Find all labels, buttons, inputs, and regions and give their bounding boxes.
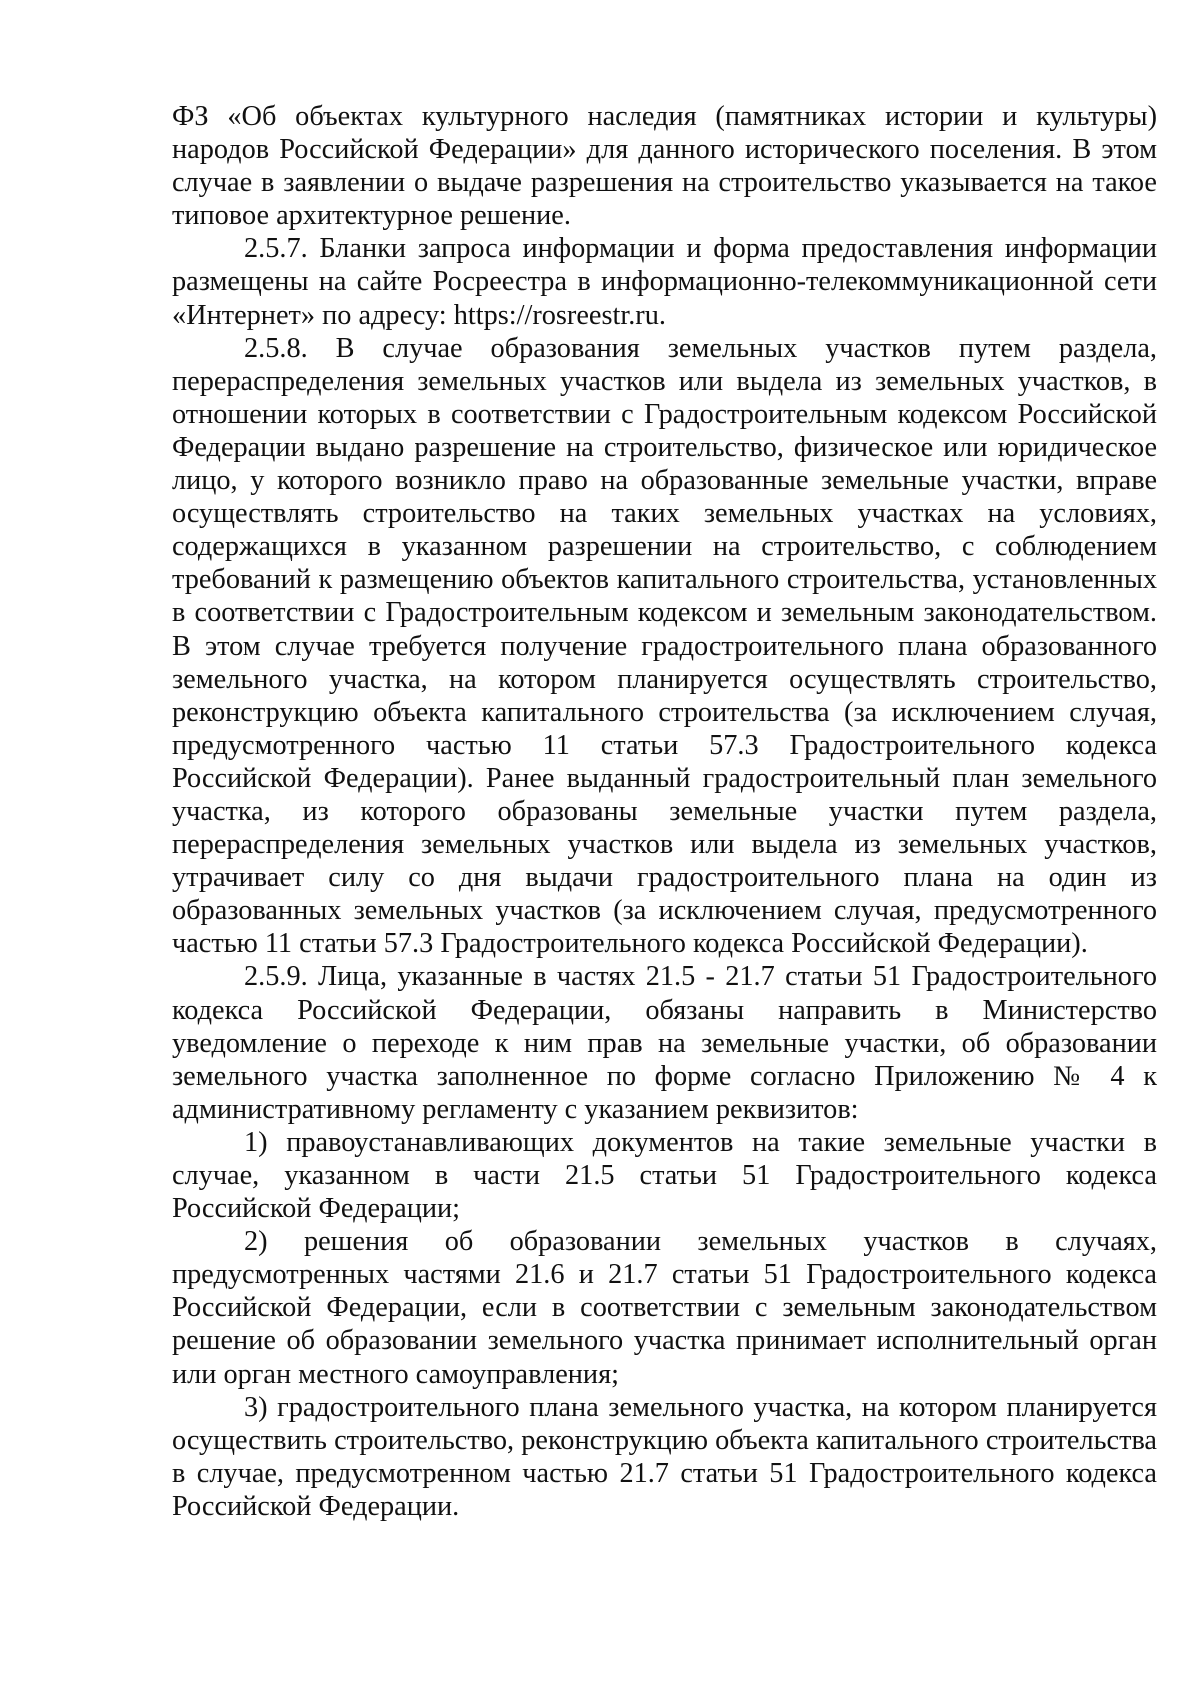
list-item-3: 3) градостроительного плана земельного участка, на котором планируется осуществить строительство, реконструкцию объекта капитального строительства в случае, предусмотренном частью 21.7 статьи 51 Градостроительного кодекса Российской Федерации. bbox=[172, 1391, 1157, 1522]
paragraph-2-5-8: 2.5.8. В случае образования земельных участков путем раздела, перераспределения земельных участков или выдела из земельных участков, в отношении которых в соответствии с Градостроительным кодексом Российской Федерации выдано разрешение на строительство, физическое или юридическое лицо, у которого возникло право на образованные земельные участки, вправе осуществлять строительство на таких земельных участках на условиях, содержащихся в указанном разрешении на строительство, с соблюдением требований к размещению объектов капитального строительства, установленных в соответствии с Градостроительным кодексом и земельным законодательством. В этом случае требуется получение градостроительного плана образованного земельного участка, на котором планируется осуществлять строительство, реконструкцию объекта капитального строительства (за исключением случая, предусмотренного частью 11 статьи 57.3 Градостроительного кодекса Российской Федерации). Ранее выданный градостроительный план земельного участка, из которого образованы земельные участки путем раздела, перераспределения земельных участков или выдела из земельных участков, утрачивает силу со дня выдачи градостроительного плана на один из образованных земельных участков (за исключением случая, предусмотренного частью 11 статьи 57.3 Градостроительного кодекса Российской Федерации). bbox=[172, 332, 1157, 960]
list-item-2: 2) решения об образовании земельных участков в случаях, предусмотренных частями 21.6 и 21.7 статьи 51 Градостроительного кодекса Российской Федерации, если в соответствии с земельным законодательством решение об образовании земельного участка принимает исполнительный орган или орган местного самоуправления; bbox=[172, 1226, 1157, 1390]
paragraph-2-5-9: 2.5.9. Лица, указанные в частях 21.5 - 21.7 статьи 51 Градостроительного кодекса Российской Федерации, обязаны направить в Министерство уведомление о переходе к ним прав на земельные участки, об образовании земельного участка заполненное по форме согласно Приложению № 4 к административному регламенту с указанием реквизитов: bbox=[172, 961, 1157, 1125]
document-page bbox=[172, 100, 1157, 1523]
paragraph-2-5-7: 2.5.7. Бланки запроса информации и форма предоставления информации размещены на сайте Росреестра в информационно-телекоммуникационной сети «Интернет» по адресу: https://rosreestr.ru. bbox=[172, 233, 1157, 331]
paragraph-intro: ФЗ «Об объектах культурного наследия (памятниках истории и культуры) народов Российской Федерации» для данного исторического поселения. В этом случае в заявлении о выдаче разрешения на строительство указывается на такое типовое архитектурное решение. bbox=[172, 101, 1157, 232]
list-item-1: 1) правоустанавливающих документов на такие земельные участки в случае, указанном в части 21.5 статьи 51 Градостроительного кодекса Российской Федерации; bbox=[172, 1126, 1157, 1225]
